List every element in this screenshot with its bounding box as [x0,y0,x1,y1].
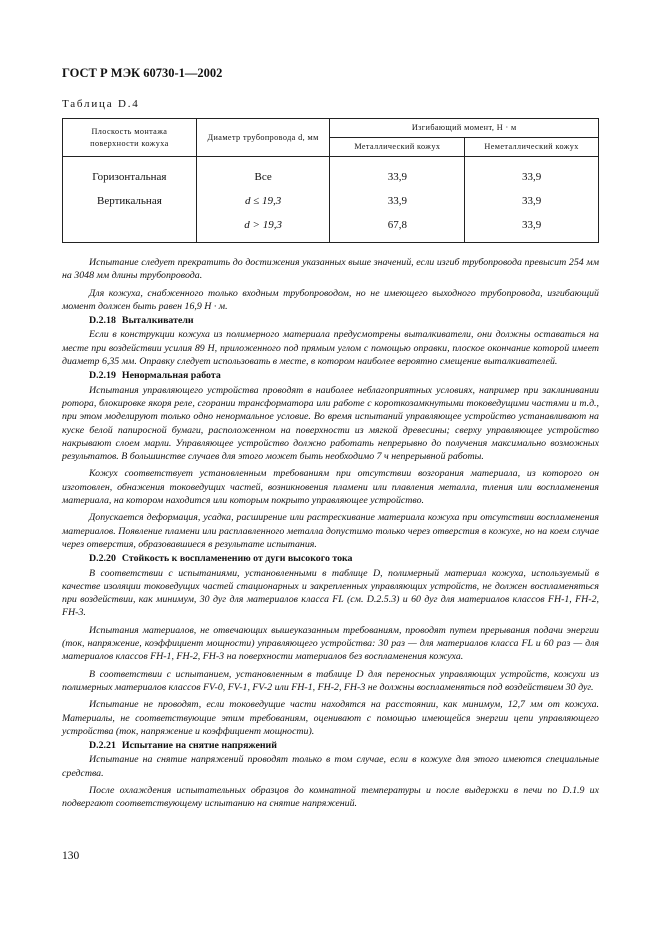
cell-metal: 67,8 [330,215,465,243]
section-title: Ненормальная работа [121,370,221,382]
header-diameter: Диаметр трубопровода d, мм [196,119,330,157]
paragraph: Испытание не проводят, если токоведущие части находятся на расстоянии, как минимум, 12,7 мм от кожуха. Материалы, не соответствующие этим требованиям, оценивают с помощью имеющейся энергии цепи управляющего устройства (ток, напряжение и коэффициент мощности). [62,699,599,737]
header-nonmetal: Неметаллический кожух [465,138,599,157]
table-row [63,191,599,215]
cell-diameter: d ≤ 19,3 [196,191,330,215]
paragraph: Допускается деформация, усадка, расширение или растрескивание материала кожуха при отсутствии воспламенения материалов. Появление пламени или расплавленного металла допустимо только через отверстия в кожухе, но на коем случае через отверстия, образовавшиеся в результате испытания. [62,512,599,550]
paragraph: После охлаждения испытательных образцов до комнатной температуры и после выдержки в печи по D.1.9 их подвергают соответствующему испытанию на снятие напряжений. [62,784,599,810]
cell-surface [63,215,197,243]
section-title: Выталкиватели [121,315,194,327]
table-row [63,157,599,192]
section-heading-d221 [89,739,599,752]
cell-nonmetal: 33,9 [465,157,599,192]
paragraph: В соответствии с испытаниями, установленными в таблице D, полимерный материал кожуха, используемый в качестве изоляции токоведущих частей стационарных и закрепленных управляющих устройств, не должен воспламеняться при воздействии, как минимум, 30 дуг для материалов класса FL (см. D.2.5.3) и 60 дуг для материалов классов FH-1, FH-2, FH-3. [62,567,599,619]
section-number: D.2.19 [89,370,116,382]
cell-metal: 33,9 [330,191,465,215]
section-number: D.2.21 [89,740,116,752]
section-title: Испытание на снятие напряжений [121,740,277,752]
paragraph: Испытания управляющего устройства проводят в наиболее неблагоприятных условиях, например при заклинивании ротора, блокировке якоря реле, сгорании трансформатора или работе с короткозамкнутыми токоведущими частями и т.д., при этом моделируют только одно ненормальное условие. Во время испытаний управляющее устройство устанавливают на куске белой папиросной бумаги, расположенном на поверхности из мягкой древесины; сверху управляющее устройство накрывают слоем марли. Управляющее устройство должно работать непрерывно до получения максимально возможных результатов. В большинстве случаев для этого может быть необходимо 7 ч непрерывной работы. [62,384,599,463]
section-heading-d220 [89,552,599,565]
paragraph: В соответствии с испытанием, установленным в таблице D для переносных управляющих устройств, кожухи из полимерных материалов классов FV-0, FV-1, FV-2 или FH-1, FH-2, FH-3 не должны воспламеняться под воздействием 30 дуг. [62,668,599,693]
paragraph: Для кожуха, снабженного только входным трубопроводом, но не имеющего выходного трубопровода, изгибающий момент должен быть равен 16,9 Н · м. [62,287,599,312]
page-number: 130 [62,850,80,862]
body-text [62,256,599,811]
header-surface: Плоскость монтажа поверхности кожуха [63,119,197,157]
data-table [62,118,599,243]
cell-diameter: Все [196,157,330,192]
cell-surface: Горизонтальная [63,157,197,192]
header-metal: Металлический кожух [330,138,465,157]
cell-diameter: d > 19,3 [196,215,330,243]
paragraph: Испытание следует прекратить до достижения указанных выше значений, если изгиб трубопровода превысит 254 мм на 3048 мм длины трубопровода. [62,257,599,282]
cell-metal: 33,9 [330,157,465,192]
cell-surface: Вертикальная [63,191,197,215]
paragraph: Испытание на снятие напряжений проводят только в том случае, если в кожухе для этого имеются специальные средства. [62,754,599,779]
standard-header: ГОСТ Р МЭК 60730-1—2002 [62,66,223,80]
cell-nonmetal: 33,9 [465,215,599,243]
paragraph: Если в конструкции кожуха из полимерного материала предусмотрены выталкиватели, они должны оставаться на месте при воздействии усилия 89 Н, приложенного под прямым углом с помощью оправки, плоское окончание которой имеет диаметр 6,35 мм. Оправку следует использовать в месте, в котором наиболее вероятно смещение выталкивателей. [62,329,599,368]
header-moment: Изгибающий момент, Н · м [330,119,599,138]
section-title: Стойкость к воспламенению от дуги высокого тока [121,553,353,565]
table-row [63,215,599,243]
section-number: D.2.18 [89,315,116,327]
section-heading-d218 [89,314,599,327]
cell-nonmetal: 33,9 [465,191,599,215]
table-caption: Таблица D.4 [62,98,140,110]
section-heading-d219 [89,369,599,382]
section-number: D.2.20 [89,553,116,565]
paragraph: Испытания материалов, не отвечающих вышеуказанным требованиям, проводят путем прерывания подачи энергии (ток, напряжение, коэффициент мощности) управляющего устройства: 30 раз — для материалов класса FL и 60 раз — для материалов классов FH-1, FH-2, FH-3 на поверхности материалов без воспламенения кожуха. [62,624,599,663]
paragraph: Кожух соответствует установленным требованиям при отсутствии возгорания материала, из которого он изготовлен, обнажения токоведущих частей, возникновения пламени или плавления металла, тления или воспламенения материала, на котором находится или которым покрыто управляющее устройство. [62,468,599,507]
